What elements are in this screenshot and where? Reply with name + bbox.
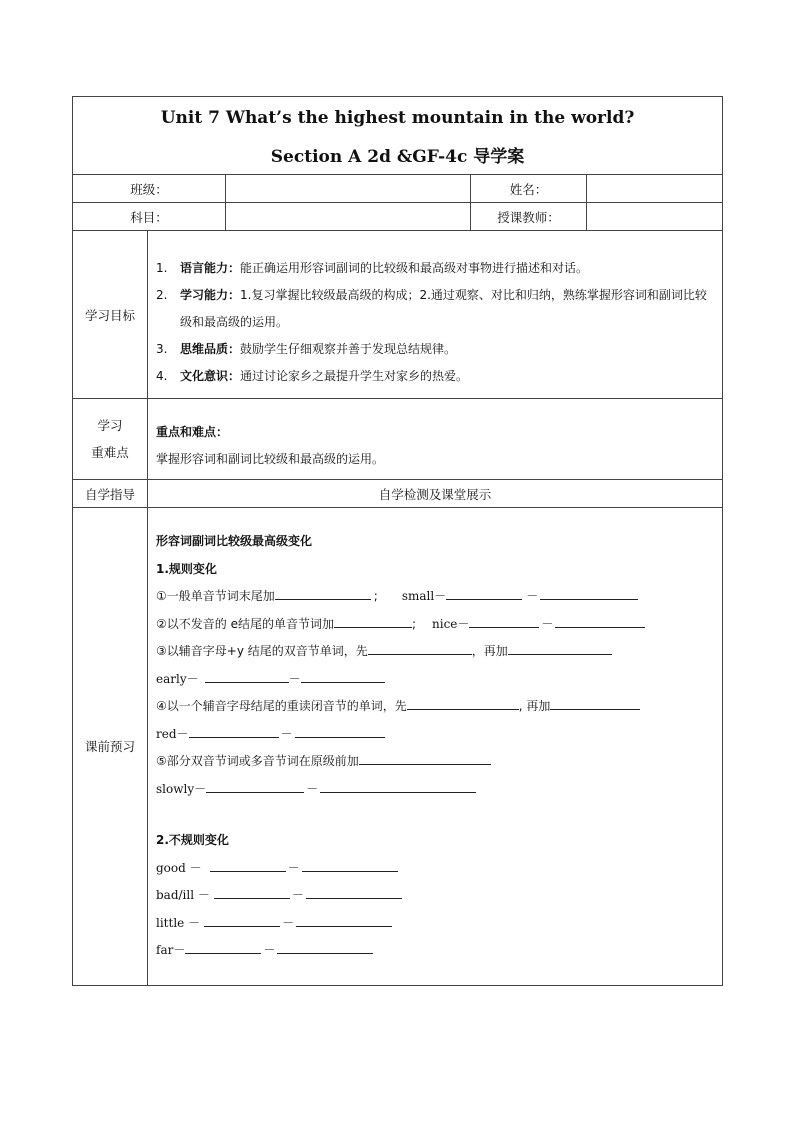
guide-content: 自学检测及课堂展示: [148, 480, 723, 508]
teacher-field[interactable]: [587, 203, 723, 231]
rule-5: ⑤部分双音节词或多音节词在原级前加: [156, 748, 722, 776]
key-points-text: 掌握形容词和副词比较级和最高级的运用。: [156, 452, 385, 466]
worksheet-table: [72, 96, 723, 986]
blank-field[interactable]: [407, 695, 519, 710]
blank-field[interactable]: [550, 695, 640, 710]
subject-field[interactable]: [226, 203, 471, 231]
blank-field[interactable]: [204, 912, 280, 927]
rule-5-example: slowly－ －: [156, 776, 722, 804]
blank-field[interactable]: [446, 585, 522, 600]
blank-field[interactable]: [359, 750, 491, 765]
blank-field[interactable]: [334, 613, 412, 628]
goal-item: 2. 学习能力：1.复习掌握比较级最高级的构成；2.通过观察、对比和归纳，熟练掌握形容词和副词比较级和最高级的运用。: [156, 288, 707, 329]
blank-field[interactable]: [185, 939, 261, 954]
blank-field[interactable]: [555, 613, 645, 628]
goals-content: [148, 231, 723, 399]
irregular-good: good － －: [156, 855, 722, 883]
rule-3: ③以辅音字母+y 结尾的双音节单词，先 ，再加: [156, 638, 722, 666]
subject-label: 科目：: [73, 203, 226, 231]
name-label: 姓名：: [471, 175, 587, 203]
goals-label: 学习目标: [73, 231, 148, 399]
blank-field[interactable]: [214, 884, 290, 899]
preview-label: 课前预习: [73, 508, 148, 986]
class-field[interactable]: [226, 175, 471, 203]
preview-content: [148, 508, 723, 986]
blank-field[interactable]: [368, 640, 472, 655]
blank-field[interactable]: [275, 585, 371, 600]
irregular-heading: 2.不规则变化: [156, 833, 229, 847]
class-label: 班级：: [73, 175, 226, 203]
preview-heading: 形容词副词比较级最高级变化: [156, 534, 313, 548]
blank-field[interactable]: [210, 857, 286, 872]
goal-item: 1. 语言能力：能正确运用形容词副词的比较级和最高级对事物进行描述和对话。: [156, 261, 589, 275]
blank-field[interactable]: [296, 912, 392, 927]
irregular-far: far－ －: [156, 937, 722, 965]
rule-4-example: red－ －: [156, 721, 722, 749]
blank-field[interactable]: [306, 884, 402, 899]
blank-field[interactable]: [508, 640, 612, 655]
guide-label: 自学指导: [73, 480, 148, 508]
key-points-heading: 重点和难点：: [156, 425, 229, 439]
blank-field[interactable]: [469, 613, 539, 628]
goal-item: 3. 思维品质：鼓励学生仔细观察并善于发现总结规律。: [156, 342, 457, 356]
blank-field[interactable]: [540, 585, 638, 600]
blank-field[interactable]: [301, 668, 385, 683]
blank-field[interactable]: [205, 668, 289, 683]
key-points-label: 学习 重难点: [73, 399, 148, 480]
rule-3-example: early－ －: [156, 666, 722, 694]
rule-1: ①一般单音节词末尾加 ; small－ －: [156, 583, 722, 611]
name-field[interactable]: [587, 175, 723, 203]
key-points-content: [148, 399, 723, 480]
regular-heading: 1.规则变化: [156, 561, 217, 576]
blank-field[interactable]: [302, 857, 398, 872]
blank-field[interactable]: [206, 778, 304, 793]
title-cell: [73, 97, 723, 175]
blank-field[interactable]: [295, 723, 385, 738]
blank-field[interactable]: [277, 939, 373, 954]
page-title: Unit 7 What’s the highest mountain in the world?: [160, 108, 635, 128]
rule-4: ④以一个辅音字母结尾的重读闭音节的单词，先 , 再加: [156, 693, 722, 721]
rule-2: ②以不发音的 e结尾的单音节词加 ; nice－ －: [156, 611, 722, 639]
goal-item: 4. 文化意识：通过讨论家乡之最提升学生对家乡的热爱。: [156, 369, 469, 383]
irregular-little: little － －: [156, 910, 722, 938]
page-subtitle: Section A 2d &GF-4c 导学案: [270, 147, 525, 167]
blank-field[interactable]: [320, 778, 476, 793]
teacher-label: 授课教师：: [471, 203, 587, 231]
blank-field[interactable]: [189, 723, 279, 738]
irregular-bad: bad/ill － －: [156, 882, 722, 910]
